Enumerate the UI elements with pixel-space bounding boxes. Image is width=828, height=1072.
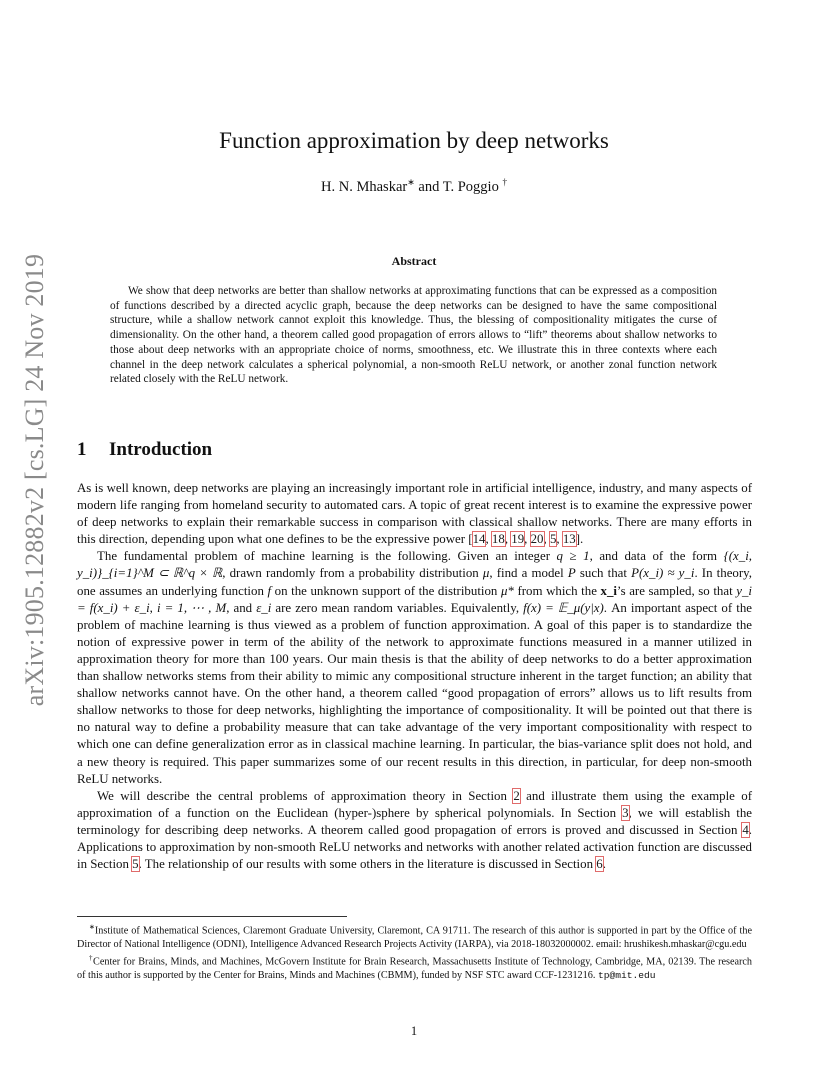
math-expr: P [567, 566, 576, 581]
math-expr: q ≥ 1 [556, 549, 590, 564]
paragraph-text: , [149, 600, 157, 615]
paragraph-text: We will describe the central problems of approximation theory in Section [97, 788, 514, 803]
paragraph-text: . Applications to approximation by non-smooth ReLU networks and networks with another related activation function are discussed in Section [77, 822, 752, 872]
paragraph-text: and illustrate them using the example of approximation of a function on the Euclidean (hyper-)sphere by spherical polynomials. In Section [77, 788, 752, 820]
paragraph-text: , drawn randomly from a probability distribution [222, 566, 483, 581]
math-expr: μ [482, 566, 490, 581]
footnote [77, 952, 752, 982]
paragraph-text: on the unknown support of the distribution [271, 583, 501, 598]
paragraph-text: . An important aspect of the problem of machine learning is thus viewed as a problem of function approximation. A goal of this paper is to standardize the notion of expressive power in term of the ability of the network to approximate functions measured in a manner utilized in approximation theory for more than 100 years. Our main thesis is that the ability of deep networks to do a better approximation than shallow networks stems from their ability to mimic any compositional structure inherent in the target function; an ability that shallow networks cannot have. On the other hand, a theorem called “good propagation of errors” allows us to lift results from shallow networks to those for deep networks, highlighting the importance of compositionality. It will be pointed out that there is no natural way to define a probability measure that can take advantage of the very important compositionality with respect to which one can define generalization error as in classical machine learning. In particular, the bias-variance split does not hold, and a new theory is required. This paper summarizes some of our recent results in this direction, in particular, for deep non-smooth ReLU networks. [77, 600, 752, 786]
paragraph-text: , we will establish the terminology for describing deep networks. A theorem called good propagation of errors is proved and discussed in Section [77, 805, 752, 837]
abstract-text: We show that deep networks are better than shallow networks at approximating functions that can be expressed as a composition of functions described by a directed acyclic graph, because the deep networks can be designed to have the same compositional structure, while a shallow network cannot exploit this knowledge. Thus, the blessing of compositionality mitigates the curse of dimensionality. On the other hand, a theorem called good propagation of errors allows to “lift” theorems about shallow networks to those about deep networks with an appropriate choice of norms, smoothness, etc. We illustrate this in three contexts where each channel in the deep network calculates a spherical polynomial, a non-smooth ReLU network, or another zonal function network related closely with the ReLU network. [110, 285, 717, 386]
paragraph-text: , and data of the form [589, 549, 724, 564]
arxiv-id-text: arXiv:1905.12882v2 [cs.LG] 24 Nov 2019 [20, 253, 49, 707]
footnote-mark: † [89, 954, 94, 963]
paragraph-text: . [580, 532, 584, 547]
math-expr: P(x_i) ≈ y_i [631, 566, 695, 581]
math-expr: x_i [600, 583, 618, 598]
paragraph [77, 788, 752, 873]
paragraph-text: ’s are sampled, so that [617, 583, 737, 598]
paragraph-text: As is well known, deep networks are playing an increasingly important role in artificial intelligence, industry, and many aspects of modern life ranging from homeland security to automated cars. A topic of great recent interest is to examine the expressive power of deep networks to explain their remarkable success in comparison with classical shallow networks. There are many efforts in this direction, depending upon what one defines to be the expressive power [77, 481, 752, 547]
citation-link[interactable]: 20 [530, 532, 544, 547]
footnote-text: Institute of Mathematical Sciences, Claremont Graduate University, Claremont, CA 91711. The research of this author is supported in part by the Office of the Director of National Intelligence (ODNI), Intelligence Advanced Research Projects Activity (IARPA), via 2018-18032000002. email: hrushikesh.mhaskar@cgu.edu [77, 925, 752, 950]
section-link[interactable]: 4 [742, 822, 749, 837]
author-name: H. N. Mhaskar [321, 178, 408, 195]
paragraph-text: , and [226, 600, 257, 615]
footnotes [77, 921, 752, 983]
section-title: Introduction [109, 439, 213, 460]
math-expr: y_i = f(x_i) + ε_i [77, 583, 752, 615]
math-expr: f(x) = 𝔼_μ(y|x) [523, 600, 604, 615]
author-conjunction: and [418, 178, 440, 195]
footnote-mark: ∗ [89, 923, 95, 931]
math-expr: μ* [500, 583, 514, 598]
paragraph-text: from which the [513, 583, 601, 598]
footnote-divider [77, 916, 347, 917]
paragraph: As is well known, deep networks are playing an increasingly important role in artificial intelligence, industry, and many aspects of modern life ranging from homeland security to automated cars. A topic of great recent interest is to examine the expressive power of deep networks to explain their remarkable success in comparison with classical shallow networks. There are many efforts in this direction, depending upon what one defines to be the expressive power [14, 18, 19, 20, 5, 13]. [77, 481, 752, 547]
citation-link[interactable]: 19 [511, 532, 525, 547]
author-name: T. Poggio [442, 178, 499, 195]
section-heading [77, 439, 212, 461]
footnote-mark: † [502, 177, 507, 187]
paragraph-text: are zero mean random variables. Equivalently, [271, 600, 524, 615]
email-link[interactable]: tp@mit.edu [597, 970, 656, 981]
footnote-text: Center for Brains, Minds, and Machines, McGovern Institute for Brain Research, Massachusetts Institute of Technology, Cambridge, MA, 02139. The research of this author is supported by the Center for Brains, Minds and Machines (CBMM), funded by NSF STC award CCF-1231216. [77, 956, 752, 981]
citation-link[interactable]: 14 [472, 532, 486, 547]
body-text [77, 480, 752, 873]
arxiv-side-stamp [16, 253, 54, 707]
citation-link[interactable]: 18 [491, 532, 505, 547]
citation-link[interactable]: 5 [549, 532, 557, 547]
section-link[interactable]: 3 [622, 805, 629, 820]
section-link[interactable]: 6 [596, 857, 603, 872]
section-link[interactable]: 2 [513, 788, 520, 803]
math-expr: f [267, 583, 272, 598]
paragraph-text: such that [575, 566, 632, 581]
math-expr: i = 1, ⋯ , M [156, 600, 227, 615]
math-expr: ε_i [256, 600, 272, 615]
paragraph-text: . The relationship of our results with some others in the literature is discussed in Section [138, 857, 597, 872]
page-number: 1 [410, 1024, 418, 1038]
author-line [0, 177, 828, 196]
paragraph-text: The fundamental problem of machine learning is the following. Given an integer [97, 549, 557, 564]
paper-title: Function approximation by deep networks [219, 128, 609, 153]
paragraph-text: , find a model [489, 566, 568, 581]
paragraph-text: . [602, 857, 606, 872]
footnote-mark: ∗ [407, 177, 415, 187]
citation-link[interactable]: 13 [562, 532, 576, 547]
math-expr: {(x_i, y_i)}_{i=1}^M ⊂ ℝ^q × ℝ [77, 549, 753, 581]
paragraph [77, 548, 752, 787]
paragraph-text: . In theory, one assumes an underlying function [77, 566, 752, 598]
section-link[interactable]: 5 [132, 857, 139, 872]
abstract-heading: Abstract [391, 254, 437, 268]
footnote [77, 921, 752, 951]
section-number: 1 [77, 439, 87, 460]
